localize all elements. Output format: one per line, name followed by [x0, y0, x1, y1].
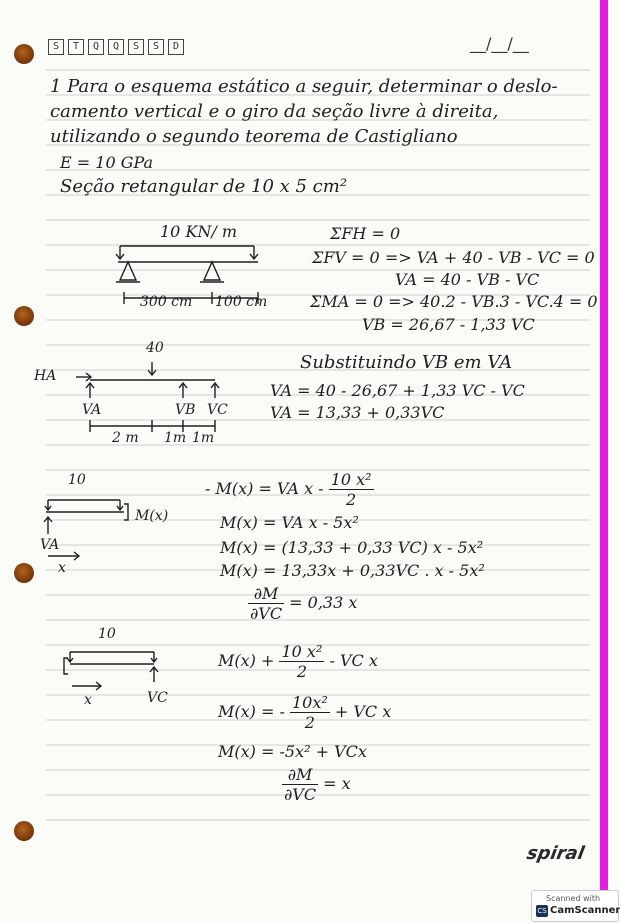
weekday-boxes	[48, 39, 184, 55]
weekday-box: Q	[88, 39, 104, 55]
scanner-watermark	[531, 890, 619, 922]
section2-eq-1-lhs: M(x) +	[218, 651, 275, 670]
section2-load-label: 10	[98, 626, 116, 642]
substitution-eq-2: VA = 13,33 + 0,33VC	[270, 403, 445, 422]
problem-line-3: utilizando o segundo teorema de Castigliano	[50, 126, 458, 147]
section2-eq-3: M(x) = -5x² + VCx	[218, 742, 367, 761]
span-label-1: 300 cm	[140, 294, 193, 310]
weekday-box: Q	[108, 39, 124, 55]
substitution-eq-1: VA = 40 - 26,67 + 1,33 VC - VC	[270, 381, 525, 400]
section1-derivative-denominator: ∂VC	[250, 604, 283, 623]
scanner-name: CamScanner	[550, 905, 620, 916]
problem-line-2: camento vertical e o giro da seção livre à direita,	[50, 101, 499, 122]
dist-label-2: 1m	[164, 430, 187, 446]
section2-derivative-rhs: = x	[323, 774, 351, 793]
section1-eq-1-numerator: 10 x²	[330, 470, 372, 489]
section1-derivative	[248, 584, 357, 623]
section2-eq-2	[218, 693, 391, 732]
section2-eq-2-rhs: + VC x	[334, 702, 392, 721]
binder-hole	[14, 44, 34, 64]
section2-eq-1-numerator: 10 x²	[281, 642, 323, 661]
section1-load-label: 10	[68, 472, 86, 488]
weekday-box: S	[128, 39, 144, 55]
section2-derivative	[282, 765, 351, 804]
section1-eq-3: M(x) = (13,33 + 0,33 VC) x - 5x²	[220, 538, 484, 557]
section2-derivative-fraction	[282, 765, 318, 804]
weekday-box: S	[48, 39, 64, 55]
brand-logo: spiral	[525, 843, 586, 864]
date-field: __/__/__	[470, 34, 529, 53]
scanned-with-text: Scanned with	[546, 894, 601, 903]
section1-derivative-fraction	[248, 584, 284, 623]
binder-hole	[14, 821, 34, 841]
section1-moment-label: M(x)	[135, 508, 169, 524]
eq-sum-ma: ΣMA = 0 => 40.2 - VB.3 - VC.4 = 0	[310, 292, 598, 311]
section2-eq-2-denominator: 2	[304, 713, 315, 732]
section2-eq-1-denominator: 2	[296, 662, 308, 681]
section2-eq-1-rhs: - VC x	[329, 651, 378, 670]
section1-va-label: VA	[40, 537, 60, 553]
section2-eq-1	[218, 642, 378, 681]
section1-eq-2: M(x) = VA x - 5x²	[220, 513, 359, 532]
section1-x-label: x	[58, 560, 66, 576]
eq-sum-fv: ΣFV = 0 => VA + 40 - VB - VC = 0	[312, 248, 595, 267]
section1-eq-1-lhs: - M(x) = VA x -	[205, 479, 324, 498]
distributed-load-label: 10 KN/ m	[160, 222, 238, 241]
camscanner-icon: CS	[537, 907, 547, 915]
va-label: VA	[82, 402, 102, 418]
span-label-2: 100 cm	[215, 294, 268, 310]
section1-eq-1-denominator: 2	[346, 490, 357, 509]
binder-hole	[14, 306, 34, 326]
vc-label: VC	[207, 402, 228, 418]
section2-eq-1-fraction	[279, 642, 324, 681]
section1-eq-1	[205, 470, 374, 509]
section2-x-label: x	[84, 692, 92, 708]
section2-eq-2-numerator: 10x²	[291, 693, 328, 712]
section2-eq-2-fraction	[290, 693, 330, 732]
ha-label: HA	[34, 368, 57, 384]
section1-derivative-numerator: ∂M	[248, 584, 284, 604]
dist-label-3: 1m	[192, 430, 215, 446]
eq-va: VA = 40 - VB - VC	[395, 270, 540, 289]
weekday-box: T	[68, 39, 84, 55]
substitution-title: Substituindo VB em VA	[300, 352, 513, 373]
section1-eq-4: M(x) = 13,33x + 0,33VC . x - 5x²	[220, 561, 485, 580]
section2-vc-label: VC	[147, 690, 168, 706]
vb-label: VB	[175, 402, 196, 418]
dist-label-1: 2 m	[112, 430, 139, 446]
section1-eq-1-fraction	[329, 470, 374, 509]
page-edge-stripe	[600, 0, 608, 910]
weekday-box: D	[168, 39, 184, 55]
section2-derivative-denominator: ∂VC	[284, 785, 317, 804]
section-text: Seção retangular de 10 x 5 cm²	[60, 176, 348, 197]
section2-eq-2-lhs: M(x) = -	[218, 702, 285, 721]
modulus-text: E = 10 GPa	[60, 153, 154, 172]
section2-derivative-numerator: ∂M	[282, 765, 318, 785]
point-load-label: 40	[146, 340, 164, 356]
section1-derivative-rhs: = 0,33 x	[289, 593, 358, 612]
binder-hole	[14, 563, 34, 583]
problem-line-1: 1 Para o esquema estático a seguir, determinar o deslo-	[50, 76, 558, 97]
weekday-box: S	[148, 39, 164, 55]
eq-vb: VB = 26,67 - 1,33 VC	[362, 315, 535, 334]
eq-sum-fh: ΣFH = 0	[330, 224, 401, 243]
